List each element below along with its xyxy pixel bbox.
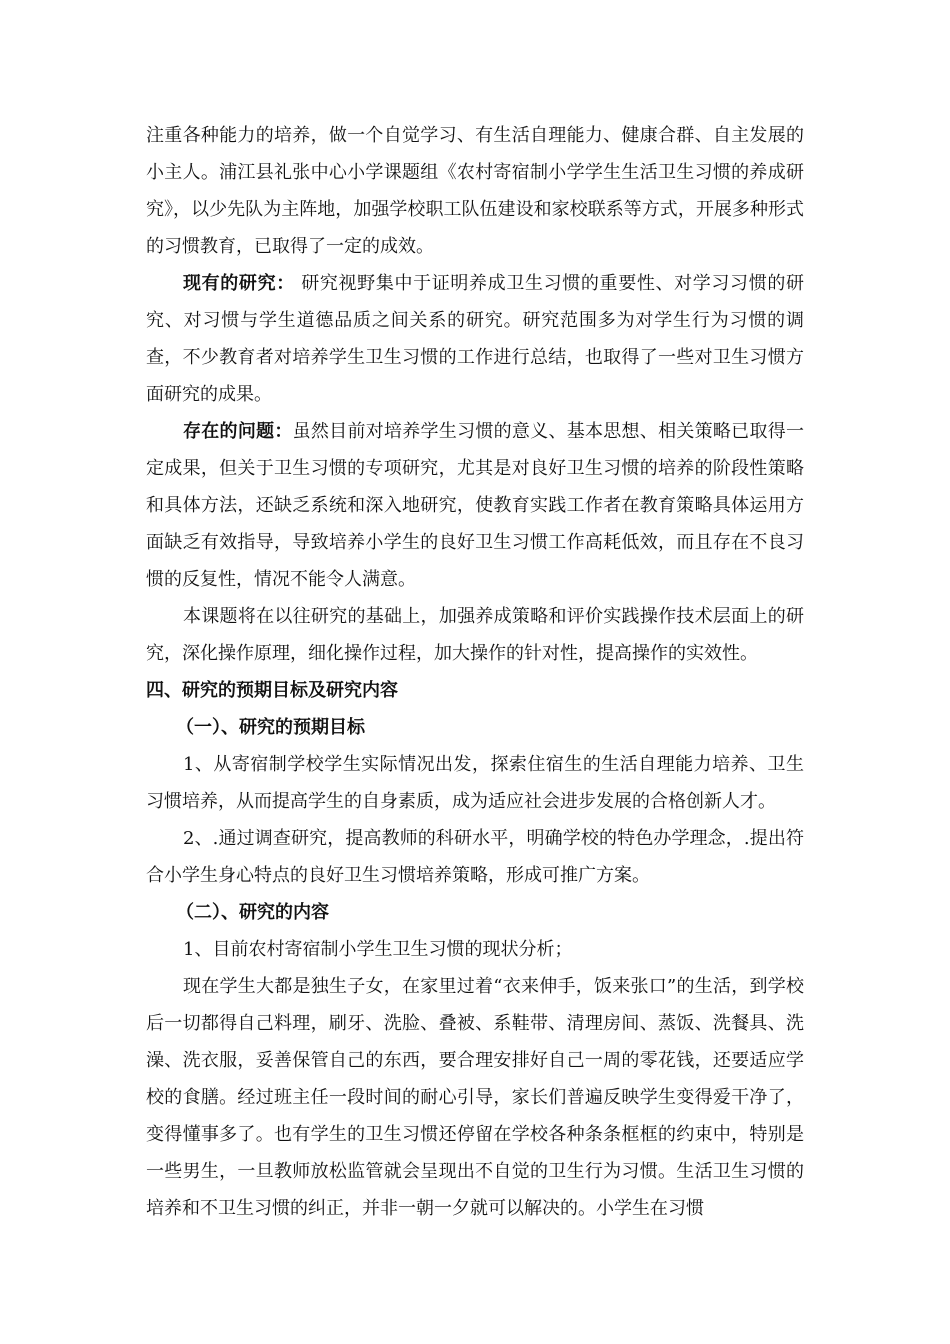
- goal-item-1: 1、从寄宿制学校学生实际情况出发，探索住宿生的生活自理能力培养、卫生习惯培养，从而提高学生的自身素质，成为适应社会进步发展的合格创新人才。: [146, 754, 804, 812]
- text-existing-research: 研究视野集中于证明养成卫生习惯的重要性、对学习习惯的研究、对习惯与学生道德品质之间关系的研究。研究范围多为对学生行为习惯的调查，不少教育者对培养学生卫生习惯的工作进行总结，也取得了一些对卫生习惯方面研究的成果。: [146, 273, 804, 405]
- document-body: [146, 117, 804, 1227]
- label-existing-research: 现有的研究：: [183, 273, 295, 294]
- subheading-expected-goals: （一）、研究的预期目标: [176, 717, 365, 738]
- paragraph-current-situation: 现在学生大都是独生子女，在家里过着“衣来伸手，饭来张口”的生活，到学校后一切都得自己料理，刷牙、洗脸、叠被、系鞋带、清理房间、蒸饭、洗餐具、洗澡、洗衣服，妥善保管自己的东西，要合理安排好自己一周的零花钱，还要适应学校的食膳。经过班主任一段时间的耐心引导，家长们普遍反映学生变得爱干净了，变得懂事多了。也有学生的卫生习惯还停留在学校各种条条框框的约束中，特别是一些男生，一旦教师放松监管就会呈现出不自觉的卫生行为习惯。生活卫生习惯的培养和不卫生习惯的纠正，并非一朝一夕就可以解决的。小学生在习惯: [146, 976, 804, 1219]
- text-existing-problems: 虽然目前对培养学生习惯的意义、基本思想、相关策略已取得一定成果，但关于卫生习惯的专项研究，尤其是对良好卫生习惯的培养的阶段性策略和具体方法，还缺乏系统和深入地研究，使教育实践工作者在教育策略具体运用方面缺乏有效指导，导致培养小学生的良好卫生习惯工作高耗低效，而且存在不良习惯的反复性，情况不能令人满意。: [146, 421, 805, 590]
- section-heading-4: 四、研究的预期目标及研究内容: [146, 680, 398, 701]
- paragraph-this-study: 本课题将在以往研究的基础上，加强养成策略和评价实践操作技术层面上的研究，深化操作原理，细化操作过程，加大操作的针对性，提高操作的实效性。: [146, 606, 804, 664]
- label-existing-problems: 存在的问题：: [183, 421, 293, 442]
- content-item-1: 1、目前农村寄宿制小学生卫生习惯的现状分析；: [183, 939, 573, 960]
- paragraph-existing-problems: [146, 413, 804, 598]
- paragraph-existing-research: [146, 265, 804, 413]
- subheading-research-content: （二）、研究的内容: [176, 902, 329, 923]
- paragraph-intro-continuation: 注重各种能力的培养，做一个自觉学习、有生活自理能力、健康合群、自主发展的小主人。浦江县礼张中心小学课题组《农村寄宿制小学学生生活卫生习惯的养成研究》，以少先队为主阵地，加强学校职工队伍建设和家校联系等方式，开展多种形式的习惯教育，已取得了一定的成效。: [146, 125, 804, 257]
- goal-item-2: 2、.通过调查研究，提高教师的科研水平，明确学校的特色办学理念，.提出符合小学生身心特点的良好卫生习惯培养策略，形成可推广方案。: [146, 828, 804, 886]
